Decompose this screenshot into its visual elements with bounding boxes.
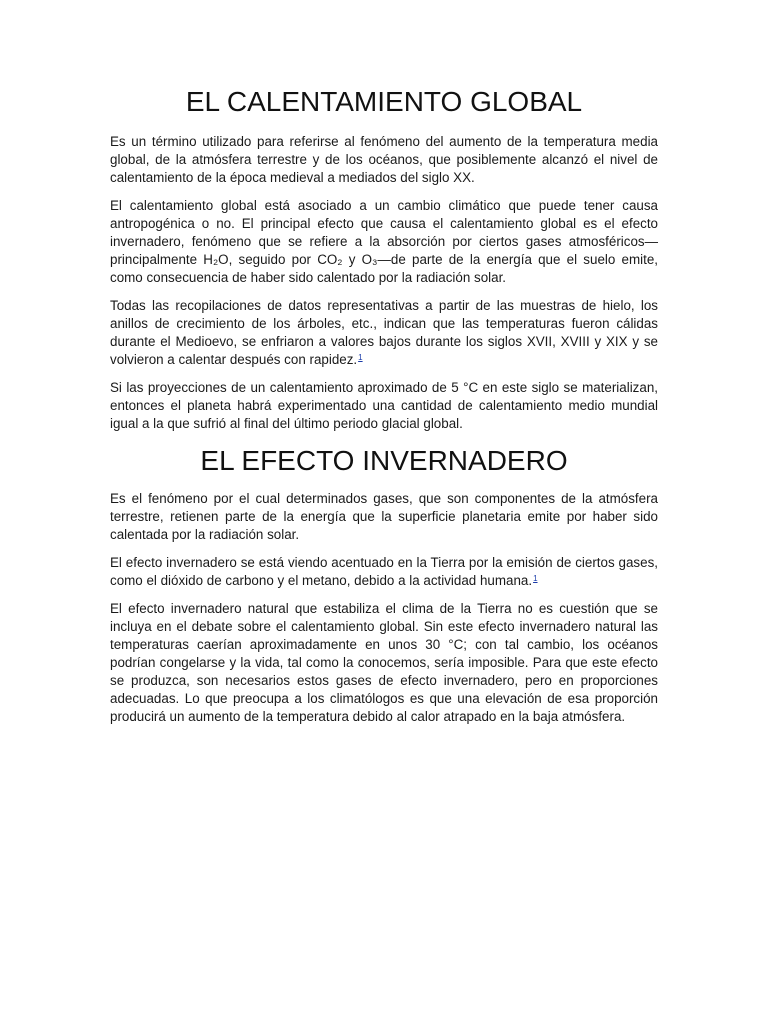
paragraph: Si las proyecciones de un calentamiento aproximado de 5 °C en este siglo se materializan, entonces el planeta habrá experimentado una cantidad de calentamiento medio mundial igual a la que sufrió al final del último periodo glacial global. (110, 380, 658, 431)
document-page (110, 84, 658, 736)
paragraph-text: Todas las recopilaciones de datos representativas a partir de las muestras de hielo, los anillos de crecimiento de los árboles, etc., indican que las temperaturas fueron cálidas durante el Medioevo, se enfriaron a valores bajos durante los siglos XVII, XVIII y XIX y se volvieron a calentar después con rapidez. (110, 298, 658, 367)
paragraph-text: El efecto invernadero se está viendo acentuado en la Tierra por la emisión de ciertos gases, como el dióxido de carbono y el metano, debido a la actividad humana. (110, 555, 658, 588)
paragraph: Es el fenómeno por el cual determinados gases, que son componentes de la atmósfera terrestre, retienen parte de la energía que la superficie planetaria emite por haber sido calentada por la radiación solar. (110, 491, 658, 542)
paragraph: Es un término utilizado para referirse al fenómeno del aumento de la temperatura media global, de la atmósfera terrestre y de los océanos, que posiblemente alcanzó el nivel de calentamiento de la época medieval a mediados del siglo XX. (110, 134, 658, 185)
section-title-efecto-invernadero: EL EFECTO INVERNADERO (200, 445, 568, 476)
footnote-link[interactable]: 1 (358, 353, 363, 362)
section-title-calentamiento-global: EL CALENTAMIENTO GLOBAL (185, 86, 583, 117)
paragraph: El efecto invernadero natural que estabiliza el clima de la Tierra no es cuestión que se incluya en el debate sobre el calentamiento global. Sin este efecto invernadero natural las temperaturas caerían aproximadamente en unos 30 °C; con tal cambio, los océanos podrían congelarse y la vida, tal como la conocemos, sería imposible. Para que este efecto se produzca, son necesarios estos gases de efecto invernadero, pero en proporciones adecuadas. Lo que preocupa a los climatólogos es que una elevación de esa proporción producirá un aumento de la temperatura debido al calor atrapado en la baja atmósfera. (110, 601, 658, 724)
paragraph: El calentamiento global está asociado a un cambio climático que puede tener causa antropogénica o no. El principal efecto que causa el calentamiento global es el efecto invernadero, fenómeno que se refiere a la absorción por ciertos gases atmosféricos—principalmente H₂O, seguido por CO₂ y O₃—de parte de la energía que el suelo emite, como consecuencia de haber sido calentado por la radiación solar. (110, 198, 658, 285)
footnote-link[interactable]: 1 (533, 574, 538, 583)
paragraph (110, 297, 658, 369)
paragraph (110, 554, 658, 590)
